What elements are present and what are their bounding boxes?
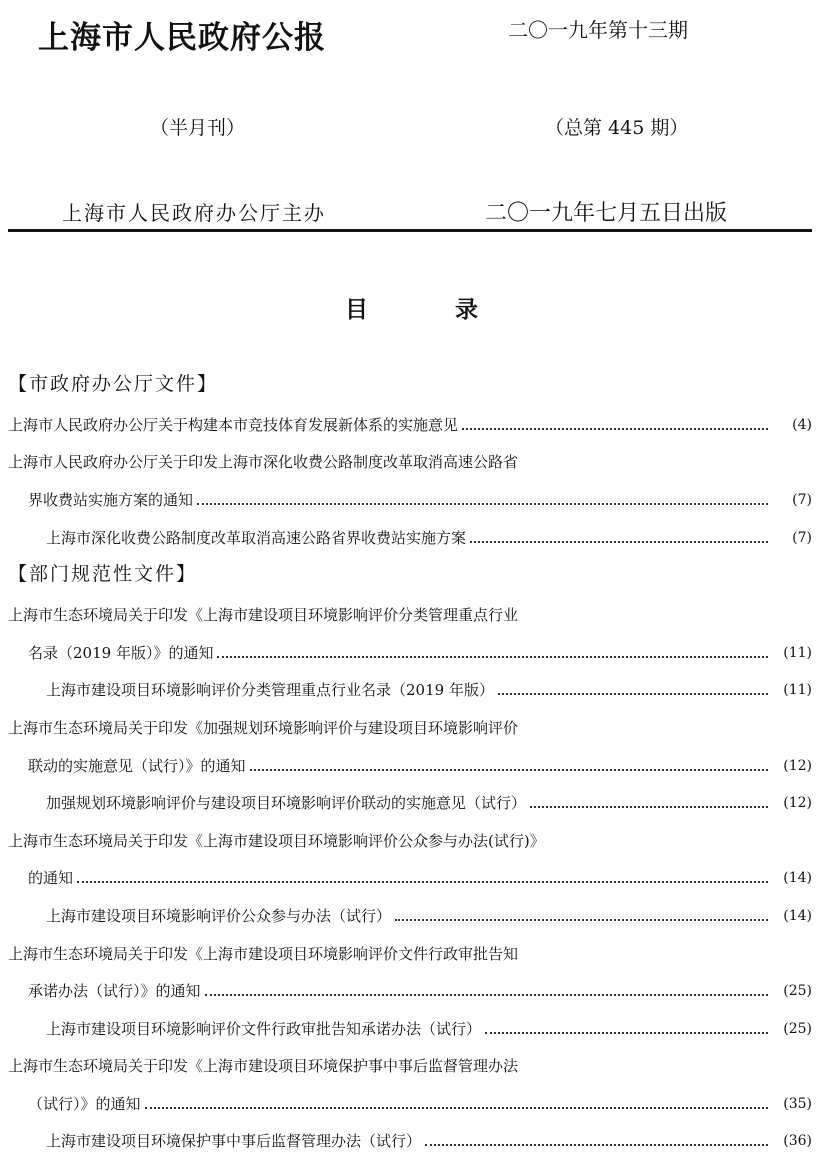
toc-page-number: (35) xyxy=(783,1095,812,1112)
toc-entry xyxy=(8,596,812,634)
toc-page-number: (12) xyxy=(783,757,812,774)
toc-page-number: (12) xyxy=(783,795,812,812)
table-of-contents xyxy=(8,366,812,1160)
toc-entry-title: 上海市深化收费公路制度改革取消高速公路省界收费站实施方案 xyxy=(46,528,467,547)
dot-leader xyxy=(77,881,768,883)
publication-frequency: （半月刊） xyxy=(150,117,246,139)
dot-leader xyxy=(395,919,768,921)
toc-page-number: (14) xyxy=(783,907,812,924)
toc-entry-title: 上海市建设项目环境保护事中事后监督管理办法（试行） xyxy=(46,1132,422,1151)
toc-entry xyxy=(8,972,812,1010)
toc-page-number: (11) xyxy=(783,644,812,661)
dot-leader xyxy=(145,1107,768,1109)
toc-entry-title: 上海市生态环境局关于印发《上海市建设项目环境影响评价分类管理重点行业 xyxy=(8,606,519,625)
toc-entry-title: 名录（2019 年版）》的通知 xyxy=(28,643,214,662)
toc-entry-title: 上海市建设项目环境影响评价公众参与办法（试行） xyxy=(46,906,392,925)
toc-section-heading: 【部门规范性文件】 xyxy=(8,563,198,586)
toc-entry xyxy=(8,860,812,898)
toc-entry-title: 加强规划环境影响评价与建设项目环境影响评价联动的实施意见（试行） xyxy=(46,794,527,813)
toc-entry xyxy=(8,481,812,519)
toc-entry xyxy=(8,1010,812,1048)
toc-entry-title: 上海市生态环境局关于印发《上海市建设项目环境影响评价文件行政审批告知 xyxy=(8,944,519,963)
toc-entry xyxy=(8,897,812,935)
sponsor: 上海市人民政府办公厅主办 xyxy=(62,201,326,225)
toc-entry xyxy=(8,406,812,444)
toc-entry-title: 上海市生态环境局关于印发《上海市建设项目环境保护事中事后监督管理办法 xyxy=(8,1057,519,1076)
toc-entry xyxy=(8,1085,812,1123)
toc-page-number: (11) xyxy=(783,682,812,699)
dot-leader xyxy=(425,1144,768,1146)
toc-entry-title: 上海市生态环境局关于印发《上海市建设项目环境影响评价公众参与办法(试行)》 xyxy=(8,831,545,850)
toc-entry-title: 上海市建设项目环境影响评价分类管理重点行业名录（2019 年版） xyxy=(46,681,494,700)
toc-entry xyxy=(8,935,812,973)
toc-entry xyxy=(8,784,812,822)
toc-heading-part1: 目 xyxy=(345,297,368,323)
toc-entry xyxy=(8,1048,812,1086)
dot-leader xyxy=(462,428,768,430)
toc-page-number: (4) xyxy=(792,416,812,433)
toc-page-number: (25) xyxy=(783,983,812,1000)
dot-leader xyxy=(470,541,768,543)
dot-leader xyxy=(485,1032,768,1034)
toc-page-number: (36) xyxy=(783,1133,812,1150)
dot-leader xyxy=(530,806,768,808)
toc-page-number: (7) xyxy=(792,529,812,546)
dot-leader xyxy=(205,994,768,996)
toc-entry xyxy=(8,519,812,557)
dot-leader xyxy=(498,693,768,695)
toc-entry-title: 上海市生态环境局关于印发《加强规划环境影响评价与建设项目环境影响评价 xyxy=(8,718,519,737)
toc-entry-title: 上海市人民政府办公厅关于印发上海市深化收费公路制度改革取消高速公路省 xyxy=(8,453,519,472)
toc-entry-title: 界收费站实施方案的通知 xyxy=(28,490,194,509)
toc-entry xyxy=(8,444,812,482)
toc-entry xyxy=(8,747,812,785)
dot-leader xyxy=(250,769,768,771)
toc-entry xyxy=(8,709,812,747)
total-issue-number: （总第 445 期） xyxy=(545,117,689,139)
toc-section-heading: 【市政府办公厅文件】 xyxy=(8,373,219,395)
dot-leader xyxy=(197,503,768,505)
header-divider xyxy=(8,229,812,232)
toc-entry xyxy=(8,822,812,860)
toc-page-number: (7) xyxy=(792,491,812,508)
toc-entry-title: 上海市建设项目环境影响评价文件行政审批告知承诺办法（试行） xyxy=(46,1019,482,1038)
toc-entry-title: 联动的实施意见（试行）》的通知 xyxy=(28,756,246,775)
toc-entry-title: 上海市人民政府办公厅关于构建本市竞技体育发展新体系的实施意见 xyxy=(8,415,459,434)
toc-entry xyxy=(8,672,812,710)
toc-entry-title: 的通知 xyxy=(28,869,74,888)
publication-date: 二〇一九年七月五日出版 xyxy=(485,201,728,226)
dot-leader xyxy=(217,656,768,658)
toc-entry xyxy=(8,634,812,672)
journal-title: 上海市人民政府公报 xyxy=(38,20,326,56)
issue-number: 二〇一九年第十三期 xyxy=(508,18,688,42)
toc-page-number: (25) xyxy=(783,1020,812,1037)
toc-entry-title: （试行）》的通知 xyxy=(28,1094,141,1113)
toc-entry-title: 承诺办法（试行）》的通知 xyxy=(28,982,201,1001)
toc-heading-part2: 录 xyxy=(455,297,478,323)
toc-entry xyxy=(8,1123,812,1161)
toc-page-number: (14) xyxy=(783,870,812,887)
